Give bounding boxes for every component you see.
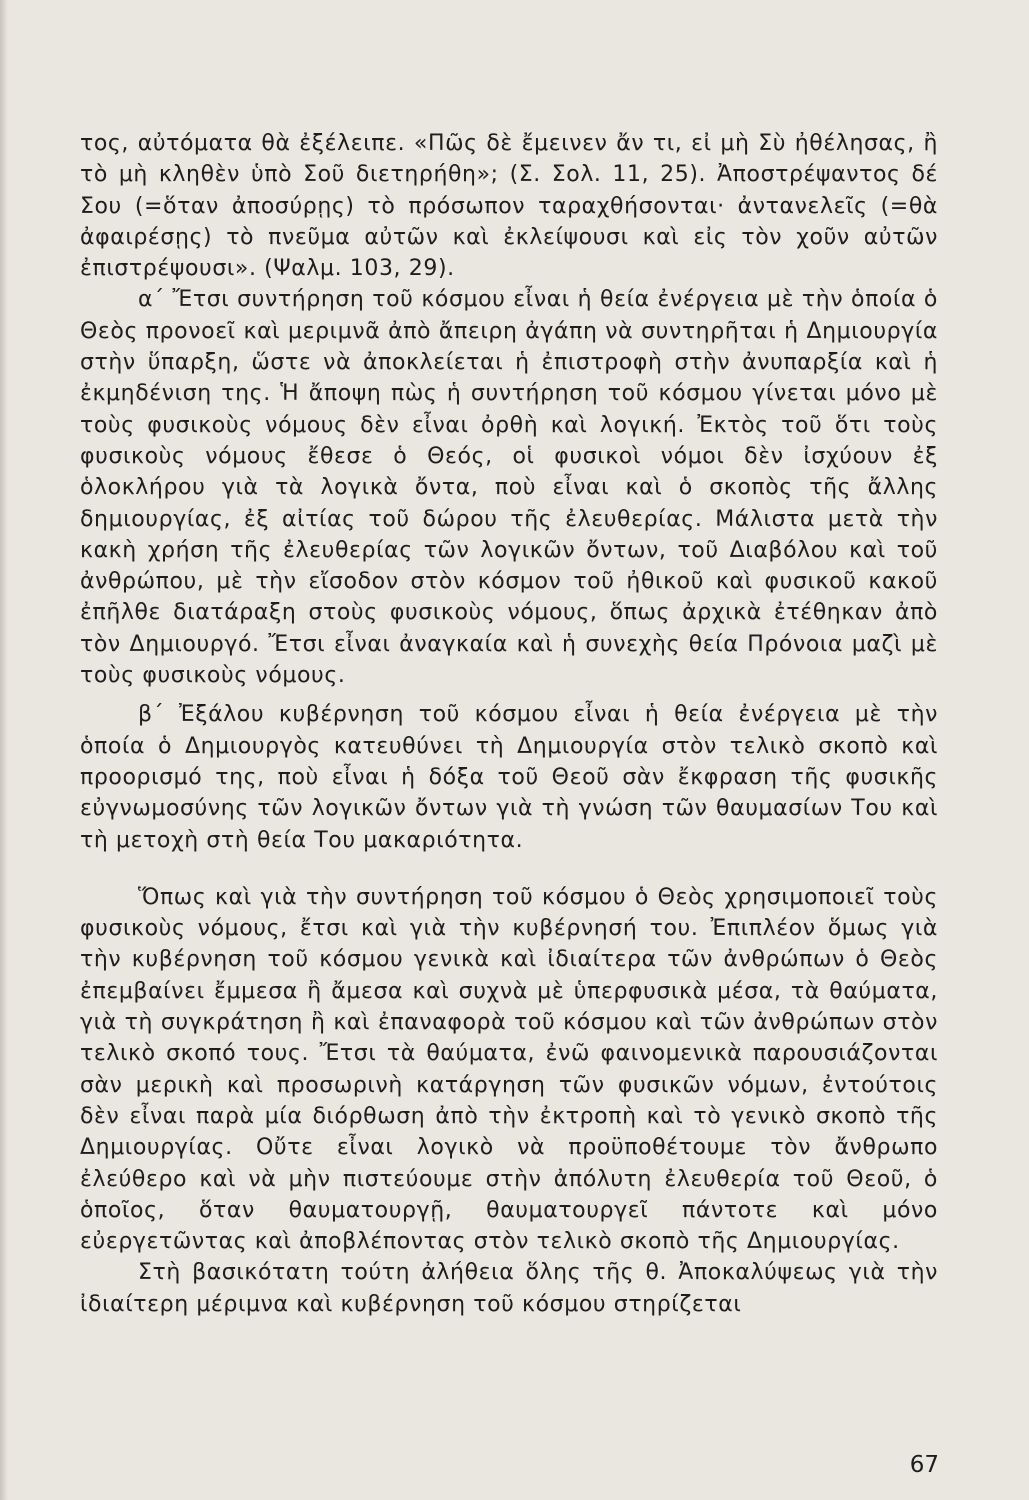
paragraph-1: τος, αὐτόματα θὰ ἐξέλειπε. «Πῶς δὲ ἔμεινεν ἄν τι, εἰ μὴ Σὺ ἠθέλησας, ἢ τὸ μὴ κληθὲν ὑπὸ Σοῦ διετηρήθη»; (Σ. Σολ. 11, 25). Ἀποστρέψαντος δέ Σου (=ὅταν ἀποσύρῃς) τὸ πρόσωπον ταραχθήσονται· ἀντανελεῖς (=θὰ ἀφαιρέσῃς) τὸ πνεῦμα αὐτῶν καὶ ἐκλείψουσι καὶ εἰς τὸν χοῦν αὐτῶν ἐπιστρέψουσι». (Ψαλμ. 103, 29). xyxy=(80,131,938,282)
body-text xyxy=(80,128,938,1320)
page-edge-shadow xyxy=(0,0,8,1500)
paragraph-3: β΄ Ἐξάλου κυβέρνηση τοῦ κόσμου εἶναι ἡ θεία ἐνέργεια μὲ τὴν ὁποία ὁ Δημιουργὸς κατευθύνει τὴ Δημιουργία στὸν τελικὸ σκοπὸ καὶ προορισμό της, ποὺ εἶναι ἡ δόξα τοῦ Θεοῦ σὰν ἔκφραση τῆς φυσικῆς εὐγνωμοσύνης τῶν λογικῶν ὄντων γιὰ τὴ γνώση τῶν θαυμασίων Του καὶ τὴ μετοχὴ στὴ θεία Του μακαριότητα. xyxy=(80,702,938,853)
paragraph-5: Στὴ βασικότατη τούτη ἀλήθεια ὅλης τῆς θ. Ἀποκαλύψεως γιὰ τὴν ἰδιαίτερη μέριμνα καὶ κυβέρνηση τοῦ κόσμου στηρίζεται xyxy=(80,1260,938,1317)
paragraph-2: α΄ Ἔτσι συντήρηση τοῦ κόσμου εἶναι ἡ θεία ἐνέργεια μὲ τὴν ὁποία ὁ Θεὸς προνοεῖ καὶ μεριμνᾶ ἀπὸ ἄπειρη ἀγάπη νὰ συντηρῆται ἡ Δημιουργία στὴν ὕπαρξη, ὥστε νὰ ἀποκλείεται ἡ ἐπιστροφὴ στὴν ἀνυπαρξία καὶ ἡ ἐκμηδένιση της. Ἡ ἄποψη πὼς ἡ συντήρηση τοῦ κόσμου γίνεται μόνο μὲ τοὺς φυσικοὺς νόμους δὲν εἶναι ὀρθὴ καὶ λογική. Ἐκτὸς τοῦ ὅτι τοὺς φυσικοὺς νόμους ἔθεσε ὁ Θεός, οἱ φυσικοὶ νόμοι δὲν ἰσχύουν ἐξ ὁλοκλήρου γιὰ τὰ λογικὰ ὄντα, ποὺ εἶναι καὶ ὁ σκοπὸς τῆς ἄλλης δημιουργίας, ἐξ αἰτίας τοῦ δώρου τῆς ἐλευθερίας. Μάλιστα μετὰ τὴν κακὴ χρήση τῆς ἐλευθερίας τῶν λογικῶν ὄντων, τοῦ Διαβόλου καὶ τοῦ ἀνθρώπου, μὲ τὴν εἴσοδον στὸν κόσμον τοῦ ἠθικοῦ καὶ φυσικοῦ κακοῦ ἐπῆλθε διατάραξη στοὺς φυσικοὺς νόμους, ὅπως ἀρχικὰ ἐτέθηκαν ἀπὸ τὸν Δημιουργό. Ἔτσι εἶναι ἀναγκαία καὶ ἡ συνεχὴς θεία Πρόνοια μαζὶ μὲ τοὺς φυσικοὺς νόμους. xyxy=(80,287,938,689)
paragraph-4: Ὅπως καὶ γιὰ τὴν συντήρηση τοῦ κόσμου ὁ Θεὸς χρησιμοποιεῖ τοὺς φυσικοὺς νόμους, ἔτσι καὶ γιὰ τὴν κυβέρνησή του. Ἐπιπλέον ὅμως γιὰ τὴν κυβέρνηση τοῦ κόσμου γενικὰ καὶ ἰδιαίτερα τῶν ἀνθρώπων ὁ Θεὸς ἐπεμβαίνει ἔμμεσα ἢ ἄμεσα καὶ συχνὰ μὲ ὑπερφυσικὰ μέσα, τὰ θαύματα, γιὰ τὴ συγκράτηση ἢ καὶ ἐπαναφορὰ τοῦ κόσμου καὶ τῶν ἀνθρώπων στὸν τελικὸ σκοπό τους. Ἔτσι τὰ θαύματα, ἐνῶ φαινομενικὰ παρουσιάζονται σὰν μερικὴ καὶ προσωρινὴ κατάργηση τῶν φυσικῶν νόμων, ἐντούτοις δὲν εἶναι παρὰ μία διόρθωση ἀπὸ τὴν ἐκτροπὴ καὶ τὸ γενικὸ σκοπὸ τῆς Δημιουργίας. Οὔτε εἶναι λογικὸ νὰ προϋποθέτουμε τὸν ἄνθρωπο ἐλεύθερο καὶ νὰ μὴν πιστεύουμε στὴν ἀπόλυτη ἐλευθερία τοῦ Θεοῦ, ὁ ὁποῖος, ὅταν θαυματουργῇ, θαυματουργεῖ πάντοτε καὶ μόνο εὐεργετῶντας καὶ ἀποβλέποντας στὸν τελικὸ σκοπὸ τῆς Δημιουργίας. xyxy=(80,884,938,1255)
page-number: 67 xyxy=(909,1452,939,1478)
